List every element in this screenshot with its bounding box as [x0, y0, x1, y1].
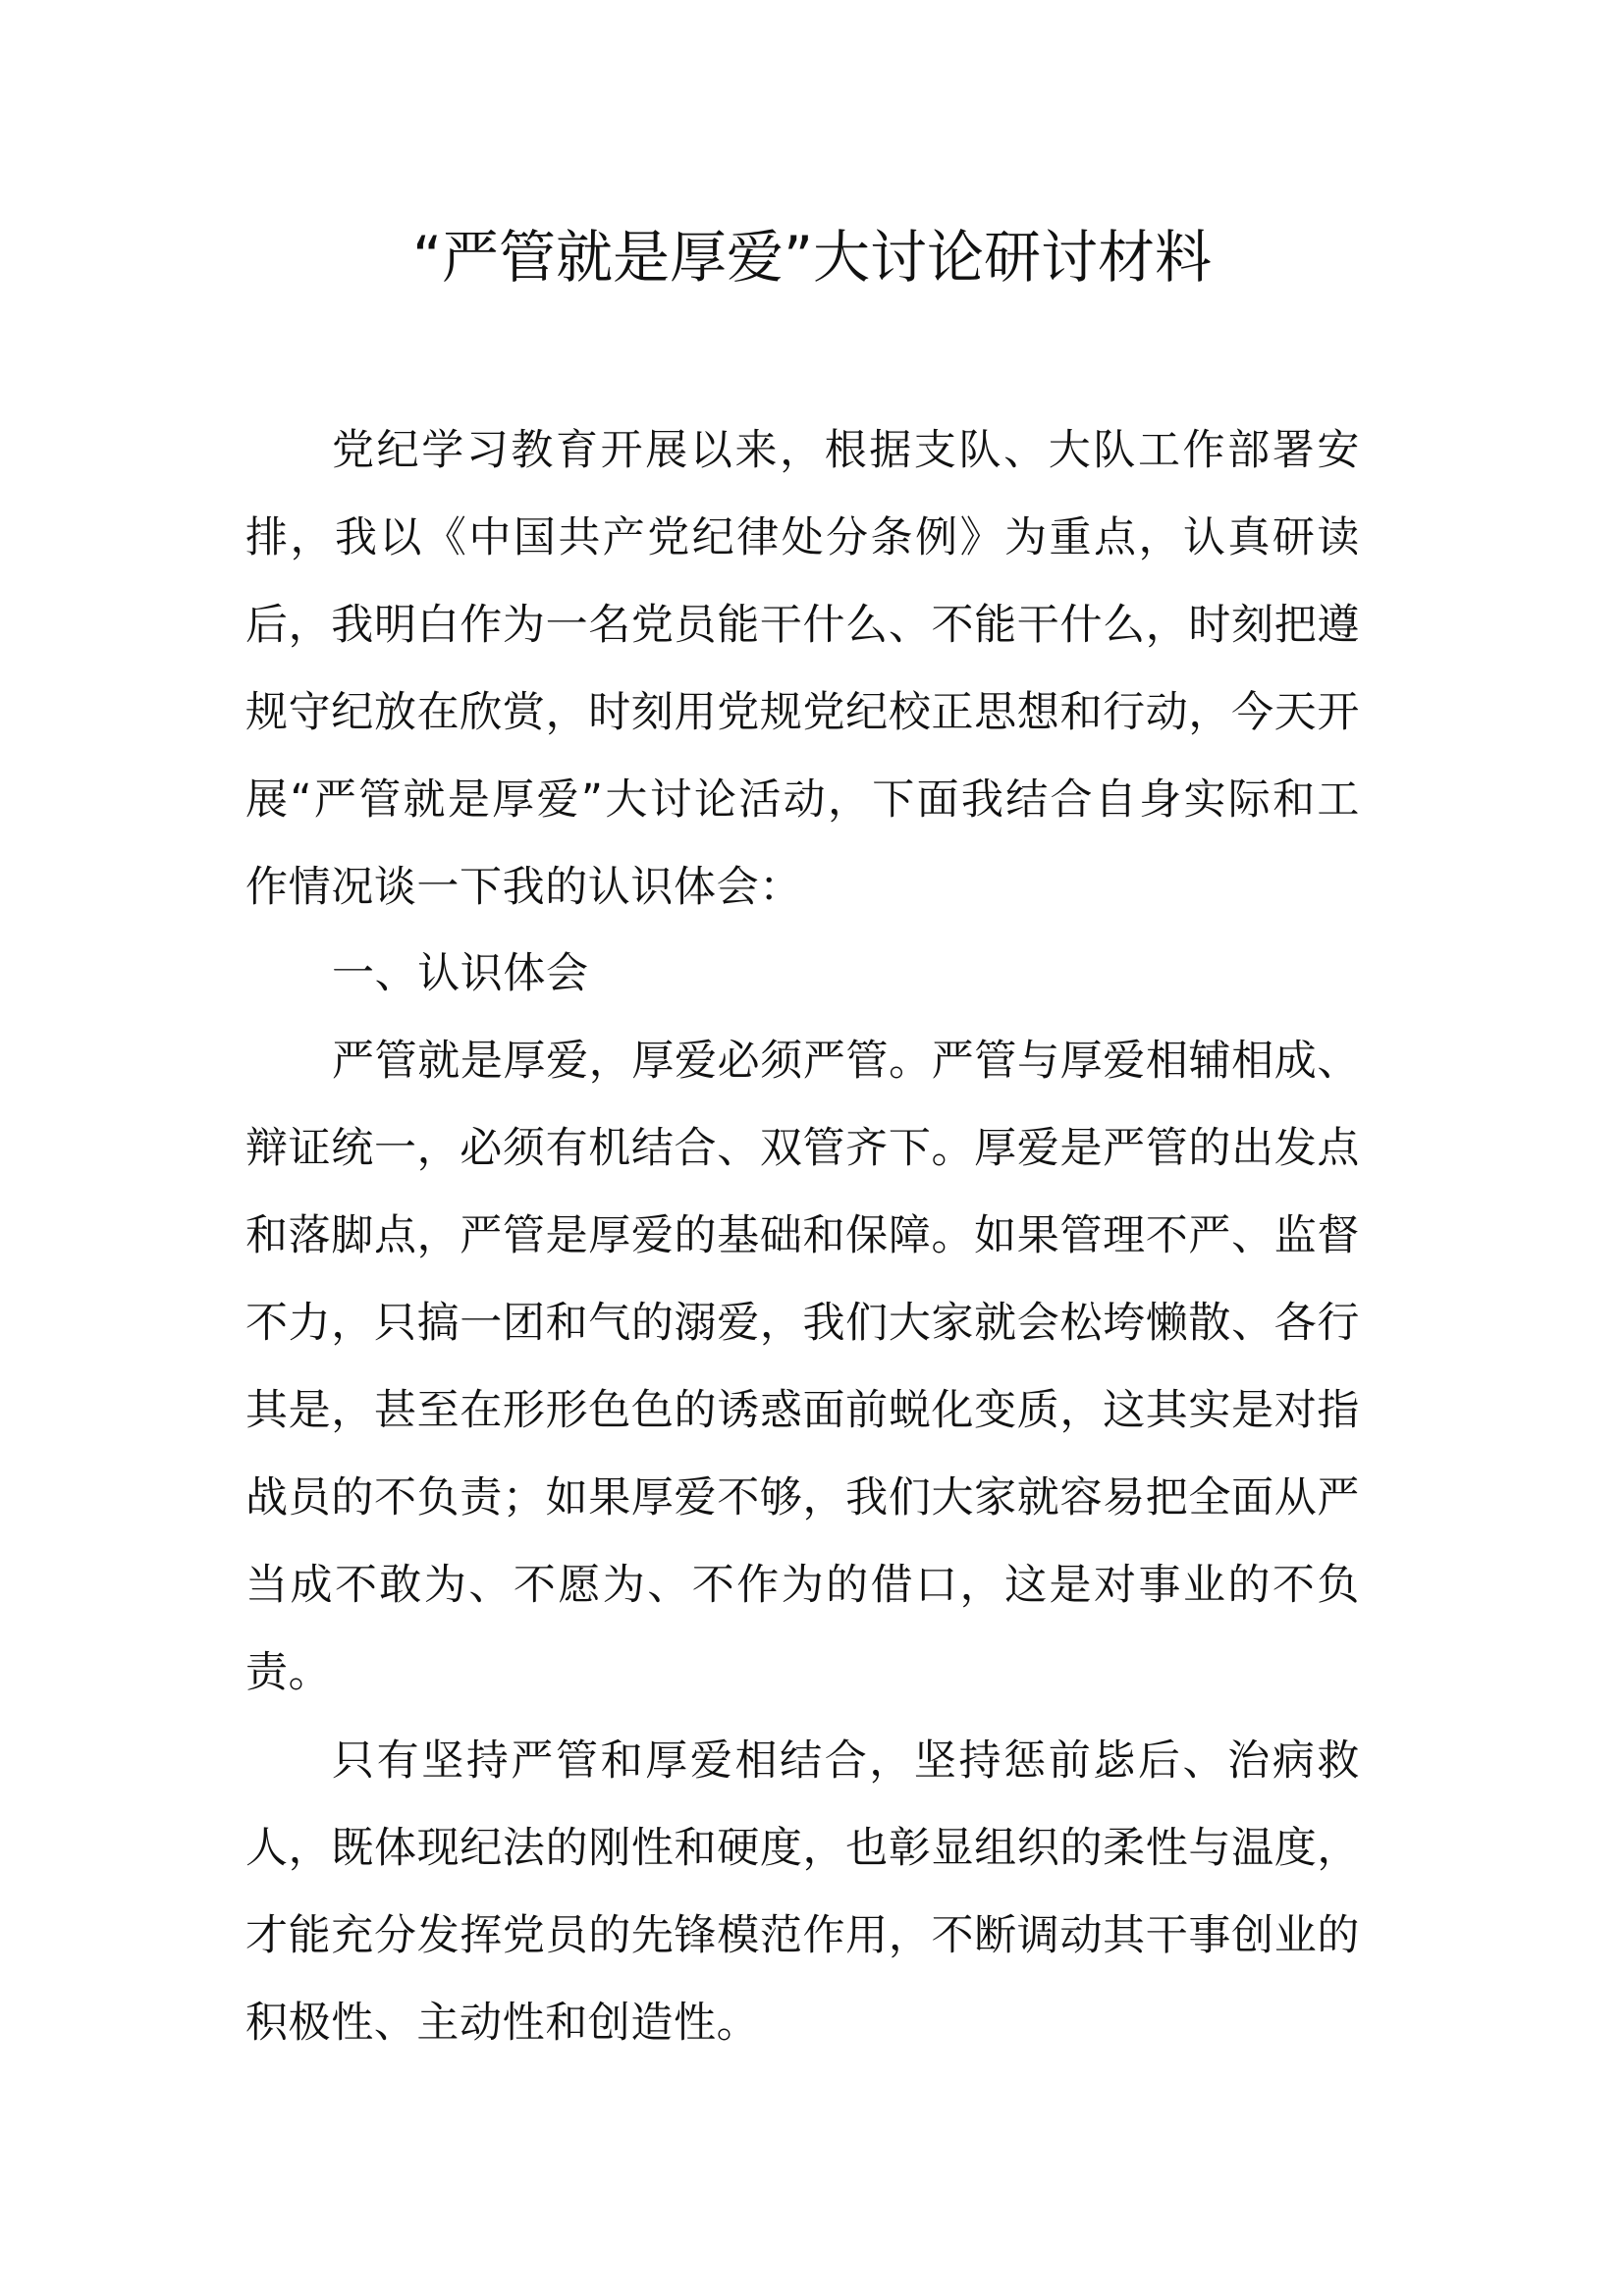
section-heading: 一、认识体会 — [332, 949, 589, 998]
body-paragraph-1: 严管就是厚爱，厚爱必须严管。严管与厚爱相辅相成、辩证统一，必须有机结合、双管齐下。厚爱是严管的出发点和落脚点，严管是厚爱的基础和保障。如果管理不严、监督不力，只搞一团和气的溺爱，我们大家就会松垮懒散、各行其是，甚至在形形色色的诱惑面前蜕化变质，这其实是对指战员的不负责；如果厚爱不够，我们大家就容易把全面从严当成不敢为、不愿为、不作为的借口，这是对事业的不负责。 — [245, 1037, 1360, 1697]
body-paragraph-2: 只有坚持严管和厚爱相结合，坚持惩前毖后、治病救人，既体现纪法的刚性和硬度，也彰显组织的柔性与温度，才能充分发挥党员的先锋模范作用，不断调动其干事创业的积极性、主动性和创造性。 — [245, 1736, 1360, 2048]
document-title: “严管就是厚爱”大讨论研讨材料 — [411, 224, 1213, 291]
intro-paragraph: 党纪学习教育开展以来，根据支队、大队工作部署安排，我以《中国共产党纪律处分条例》为重点，认真研读后，我明白作为一名党员能干什么、不能干什么，时刻把遵规守纪放在欣赏，时刻用党规党纪校正思想和行动，今天开展“严管就是厚爱”大讨论活动，下面我结合自身实际和工作情况谈一下我的认识体会： — [245, 426, 1360, 912]
